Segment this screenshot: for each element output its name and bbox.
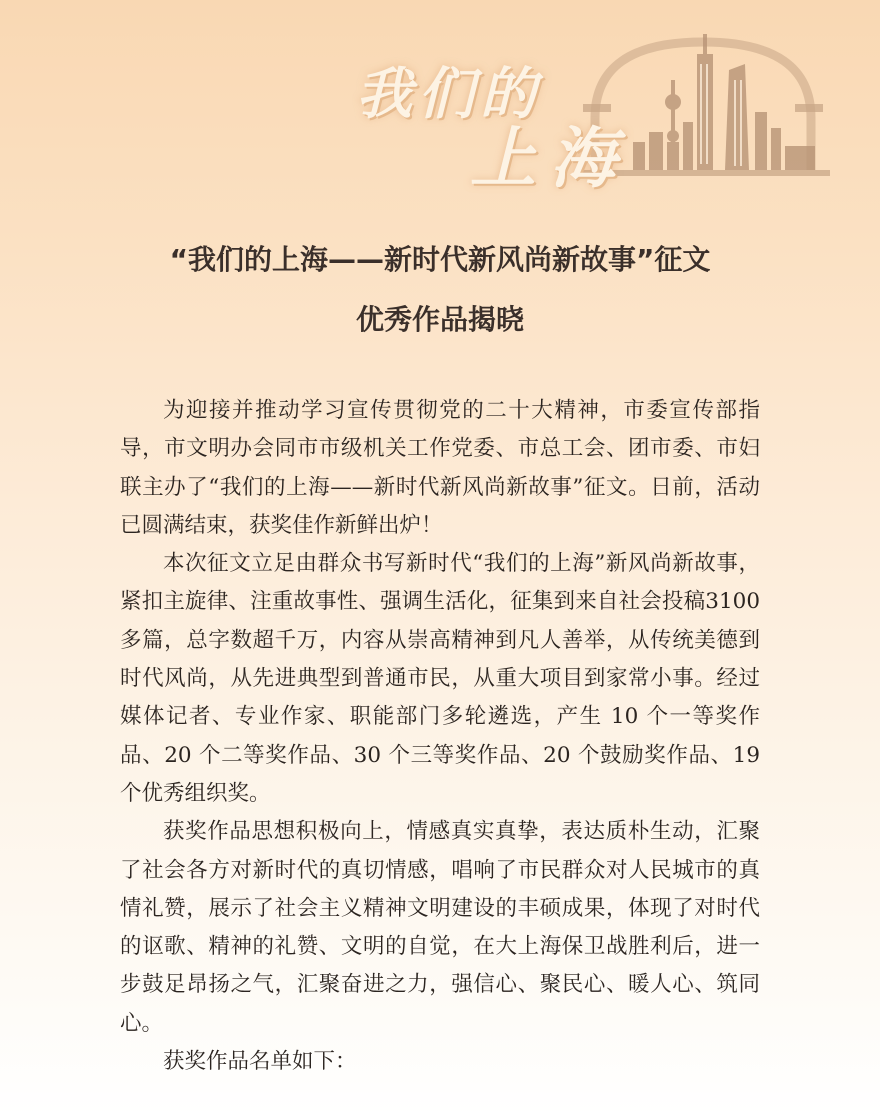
article-body bbox=[120, 392, 760, 1081]
paragraph-1: 为迎接并推动学习宣传贯彻党的二十大精神，市委宣传部指导，市文明办会同市市级机关工作党委、市总工会、团市委、市妇联主办了“我们的上海——新时代新风尚新故事”征文。日前，活动已圆满结束，获奖佳作新鲜出炉！ bbox=[120, 398, 760, 538]
paragraph-2: 本次征文立足由群众书写新时代“我们的上海”新风尚新故事，紧扣主旋律、注重故事性、强调生活化，征集到来自社会投稿3100多篇，总字数超千万，内容从崇高精神到凡人善举，从传统美德到时代风尚，从先进典型到普通市民，从重大项目到家常小事。经过媒体记者、专业作家、职能部门多轮遴选，产生 10 个一等奖作品、20 个二等奖作品、30 个三等奖作品、20 个鼓励奖作品、19 个优秀组织奖。 bbox=[120, 551, 760, 806]
paragraph-4: 获奖作品名单如下： bbox=[163, 1049, 357, 1075]
brand-title-line1: 我们的 bbox=[356, 61, 542, 127]
article-title-line2: 优秀作品揭晓 bbox=[355, 303, 524, 336]
brand-title-line2: 上海 bbox=[470, 119, 630, 197]
article-title-line1: “我们的上海——新时代新风尚新故事”征文 bbox=[169, 243, 711, 276]
paragraph-3: 获奖作品思想积极向上，情感真实真挚，表达质朴生动，汇聚了社会各方对新时代的真切情感，唱响了市民群众对人民城市的真情礼赞，展示了社会主义精神文明建设的丰硕成果，体现了对时代的讴歌、精神的礼赞、文明的自觉，在大上海保卫战胜利后，进一步鼓足昂扬之气，汇聚奋进之力，强信心、聚民心、暖人心、筑同心。 bbox=[120, 819, 760, 1036]
masthead bbox=[0, 0, 880, 215]
